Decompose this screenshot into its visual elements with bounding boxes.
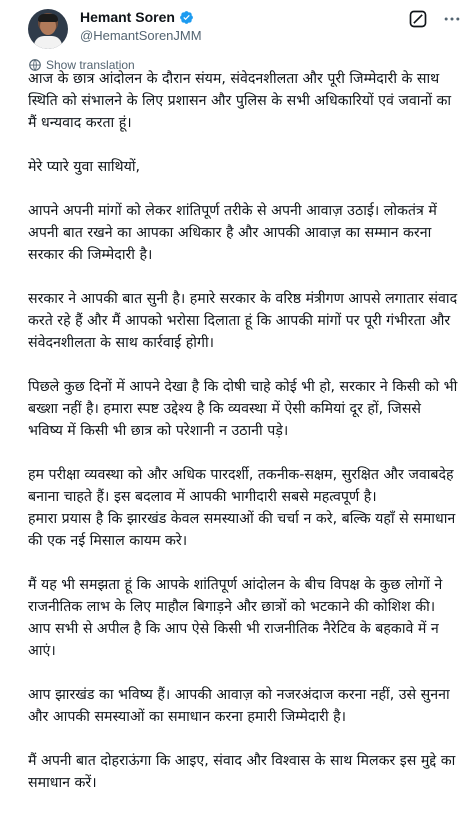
more-options-icon[interactable] — [442, 9, 462, 29]
paragraph: मैं अपनी बात दोहराऊंगा कि आइए, संवाद और विश्वास के साथ मिलकर इस मुद्दे का समाधान करें। — [28, 753, 456, 791]
header-actions — [408, 9, 462, 29]
handle[interactable]: @HemantSorenJMM — [80, 28, 202, 43]
paragraph: आप झारखंड का भविष्य हैं। आपकी आवाज़ को नजरअंदाज करना नहीं, उसे सुनना और आपकी समस्याओं का समाधान करना हमारी जिम्मेदारी है। — [28, 687, 450, 725]
verified-badge-icon — [179, 10, 194, 25]
display-name[interactable]: Hemant Soren — [80, 9, 175, 25]
author-names — [80, 9, 202, 43]
tweet-header — [28, 7, 462, 51]
paragraph: मेरे प्यारे युवा साथियों, — [28, 159, 141, 175]
paragraph: हमारा प्रयास है कि झारखंड केवल समस्याओं की चर्चा न करे, बल्कि यहाँ से समाधान की एक नई मिसाल कायम करे। — [28, 511, 456, 549]
show-translation-label: Show translation — [46, 58, 135, 72]
grok-icon[interactable] — [408, 9, 428, 29]
paragraph: आज के छात्र आंदोलन के दौरान संयम, संवेदनशीलता और पूरी जिम्मेदारी के साथ स्थिति को संभालने के लिए प्रशासन और पुलिस के सभी अधिकारियों एवं जवानों का मैं धन्यवाद करता हूं। — [28, 71, 452, 131]
avatar[interactable] — [28, 9, 68, 49]
tweet-text — [28, 68, 458, 816]
paragraph: मैं यह भी समझता हूं कि आपके शांतिपूर्ण आंदोलन के बीच विपक्ष के कुछ लोगों ने राजनीतिक लाभ के लिए माहौल बिगाड़ने और छात्रों को भटकाने की कोशिश की। आप सभी से अपील है कि आप ऐसे किसी भी राजनीतिक नैरेटिव के बहकावे में न आएं। — [28, 577, 443, 659]
paragraph: सरकार ने आपकी बात सुनी है। हमारे सरकार के वरिष्ठ मंत्रीगण आपसे लगातार संवाद करते रहे हैं और मैं आपको भरोसा दिलाता हूं कि आपकी मांगों पर पूरी गंभीरता और संवेदनशीलता के साथ कार्रवाई होगी। — [28, 291, 458, 351]
paragraph: आपने अपनी मांगों को लेकर शांतिपूर्ण तरीके से अपनी आवाज़ उठाई। लोकतंत्र में अपनी बात रखने का आपका अधिकार है और आपकी आवाज़ का सम्मान करना सरकार की जिम्मेदारी है। — [28, 203, 437, 263]
paragraph: हम परीक्षा व्यवस्था को और अधिक पारदर्शी, तकनीक-सक्षम, सुरक्षित और जवाबदेह बनाना चाहते हैं। इस बदलाव में आपकी भागीदारी सबसे महत्वपूर्ण है। — [28, 467, 454, 505]
paragraph: पिछले कुछ दिनों में आपने देखा है कि दोषी चाहे कोई भी हो, सरकार ने किसी को भी बख्शा नहीं है। हमारा स्पष्ट उद्देश्य है कि व्यवस्था में ऐसी कमियां दूर हों, जिससे भविष्य में किसी भी छात्र को परेशानी न उठानी पड़े। — [28, 379, 458, 439]
